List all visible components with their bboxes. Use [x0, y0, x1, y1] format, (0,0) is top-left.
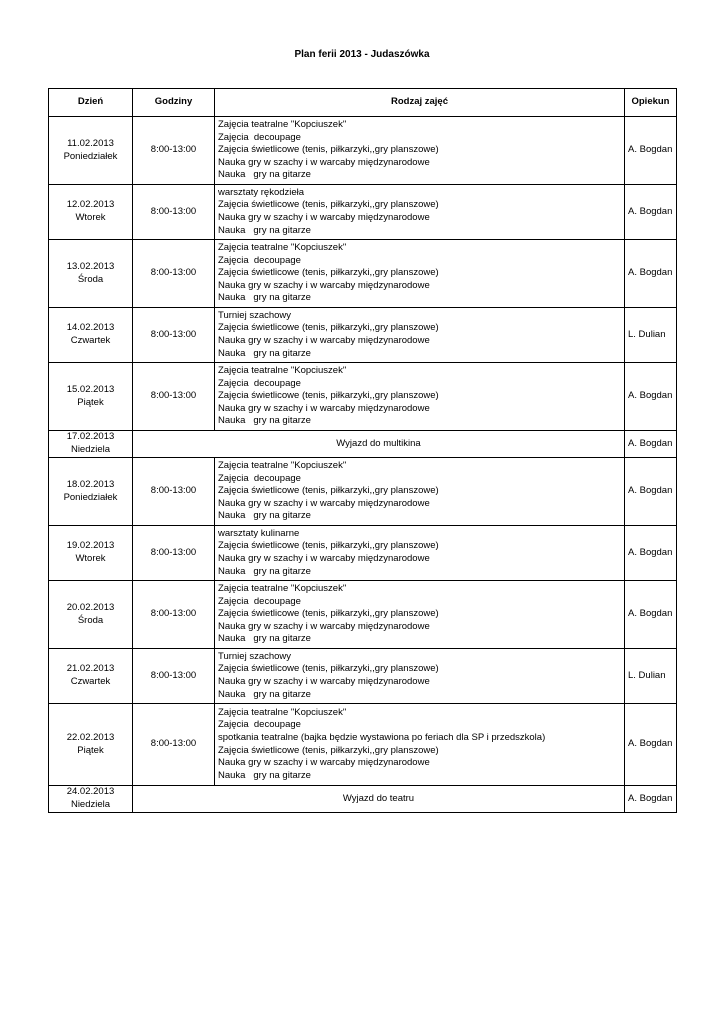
day-weekday: Czwartek — [70, 335, 111, 346]
day-date: 17.02.2013 — [66, 431, 115, 443]
trip-cell: Wyjazd do multikina — [133, 431, 625, 458]
day-weekday: Czwartek — [70, 676, 111, 687]
activities-cell — [215, 308, 625, 363]
day-date: 11.02.2013 — [67, 137, 114, 149]
caretaker-cell: A. Bogdan — [625, 185, 677, 240]
activity-item: Zajęcia decoupage — [218, 472, 301, 484]
day-weekday: Niedziela — [70, 444, 111, 455]
day-date: 14.02.2013 — [66, 322, 115, 334]
day-weekday: Wtorek — [75, 212, 106, 223]
activity-item: Nauka gry na gitarze — [218, 292, 311, 304]
day-date: 12.02.2013 — [66, 199, 115, 211]
hours-cell: 8:00-13:00 — [133, 308, 215, 363]
day-weekday: Poniedziałek — [63, 150, 118, 162]
activities-cell — [215, 581, 625, 649]
activity-item: Zajęcia teatralne "Kopciuszek" — [218, 119, 347, 131]
table-row — [49, 786, 677, 813]
header-activities: Rodzaj zajęć — [215, 89, 625, 117]
activity-item: Nauka gry na gitarze — [218, 347, 311, 359]
activity-item: Zajęcia świetlicowe (tenis, piłkarzyki,,gry planszowe) — [218, 144, 439, 156]
activity-item: Zajęcia teatralne "Kopciuszek" — [218, 460, 347, 472]
activity-item: Turniej szachowy — [218, 650, 292, 662]
activities-cell — [215, 240, 625, 308]
header-row — [49, 89, 677, 117]
day-weekday: Niedziela — [70, 799, 111, 810]
activity-item: Zajęcia teatralne "Kopciuszek" — [218, 583, 347, 595]
day-weekday: Wtorek — [75, 553, 106, 564]
hours-cell: 8:00-13:00 — [133, 704, 215, 786]
day-cell — [49, 308, 133, 363]
activity-item: Zajęcia decoupage — [218, 131, 301, 143]
day-cell — [49, 649, 133, 704]
activity-item: Nauka gry na gitarze — [218, 633, 311, 645]
header-caretaker: Opiekun — [625, 89, 677, 117]
activities-cell — [215, 458, 625, 526]
caretaker-cell: A. Bogdan — [625, 458, 677, 526]
day-date: 15.02.2013 — [66, 383, 115, 395]
activity-item: Nauka gry na gitarze — [218, 565, 311, 577]
caretaker-cell: L. Dulian — [625, 308, 677, 363]
table-row — [49, 117, 677, 185]
activities-cell — [215, 363, 625, 431]
schedule-table — [48, 88, 677, 813]
day-date: 21.02.2013 — [66, 663, 115, 675]
activity-item: Nauka gry na gitarze — [218, 510, 311, 522]
table-row — [49, 649, 677, 704]
activity-item: Nauka gry w szachy i w warcaby międzynarodowe — [218, 757, 430, 769]
activity-item: Nauka gry w szachy i w warcaby międzynarodowe — [218, 335, 430, 346]
table-row — [49, 363, 677, 431]
activity-item: Zajęcia świetlicowe (tenis, piłkarzyki,,gry planszowe) — [218, 485, 439, 497]
day-date: 20.02.2013 — [66, 601, 115, 613]
hours-cell: 8:00-13:00 — [133, 185, 215, 240]
activity-item: Zajęcia decoupage — [218, 254, 301, 266]
day-date: 18.02.2013 — [66, 478, 115, 490]
activity-item: warsztaty rękodzieła — [218, 186, 305, 198]
caretaker-cell: A. Bogdan — [625, 240, 677, 308]
activity-item: warsztaty kulinarne — [218, 527, 300, 539]
caretaker-cell: A. Bogdan — [625, 363, 677, 431]
hours-cell: 8:00-13:00 — [133, 117, 215, 185]
activity-item: Zajęcia świetlicowe (tenis, piłkarzyki,,gry planszowe) — [218, 608, 439, 620]
activity-item: spotkania teatralne (bajka będzie wystawiona po feriach dla SP i przedszkola) — [218, 731, 546, 743]
activity-item: Nauka gry na gitarze — [218, 769, 311, 781]
day-weekday: Piątek — [77, 744, 104, 756]
activity-item: Zajęcia świetlicowe (tenis, piłkarzyki,,gry planszowe) — [218, 322, 439, 334]
hours-cell: 8:00-13:00 — [133, 526, 215, 581]
caretaker-cell: A. Bogdan — [625, 431, 677, 458]
activity-item: Zajęcia decoupage — [218, 595, 301, 607]
day-cell — [49, 240, 133, 308]
day-cell — [49, 704, 133, 786]
day-weekday: Poniedziałek — [63, 491, 118, 503]
header-hours: Godziny — [133, 89, 215, 117]
activity-item: Nauka gry w szachy i w warcaby międzynarodowe — [218, 676, 430, 687]
day-cell — [49, 363, 133, 431]
table-row — [49, 526, 677, 581]
day-date: 19.02.2013 — [66, 540, 115, 552]
activity-item: Nauka gry w szachy i w warcaby międzynarodowe — [218, 279, 430, 291]
activity-item: Nauka gry w szachy i w warcaby międzynarodowe — [218, 402, 430, 414]
activity-item: Zajęcia decoupage — [218, 377, 301, 389]
table-row — [49, 704, 677, 786]
activity-item: Nauka gry w szachy i w warcaby międzynarodowe — [218, 497, 430, 509]
activity-item: Nauka gry w szachy i w warcaby międzynarodowe — [218, 553, 430, 564]
day-cell — [49, 117, 133, 185]
activity-item: Turniej szachowy — [218, 309, 292, 321]
activity-item: Nauka gry w szachy i w warcaby międzynarodowe — [218, 620, 430, 632]
table-row — [49, 185, 677, 240]
activity-item: Zajęcia teatralne "Kopciuszek" — [218, 706, 347, 718]
activities-cell — [215, 185, 625, 240]
table-row — [49, 240, 677, 308]
day-weekday: Piątek — [77, 396, 104, 408]
activities-cell — [215, 649, 625, 704]
activity-item: Nauka gry na gitarze — [218, 415, 311, 427]
caretaker-cell: L. Dulian — [625, 649, 677, 704]
table-row — [49, 458, 677, 526]
day-cell — [49, 185, 133, 240]
activities-cell — [215, 526, 625, 581]
day-cell — [49, 581, 133, 649]
activity-item: Nauka gry w szachy i w warcaby międzynarodowe — [218, 212, 430, 223]
activity-item: Zajęcia świetlicowe (tenis, piłkarzyki,,gry planszowe) — [218, 663, 439, 675]
activity-item: Nauka gry na gitarze — [218, 688, 311, 700]
day-cell — [49, 786, 133, 813]
table-row — [49, 308, 677, 363]
hours-cell: 8:00-13:00 — [133, 458, 215, 526]
trip-cell: Wyjazd do teatru — [133, 786, 625, 813]
header-day: Dzień — [49, 89, 133, 117]
activity-item: Zajęcia świetlicowe (tenis, piłkarzyki,,gry planszowe) — [218, 540, 439, 552]
hours-cell: 8:00-13:00 — [133, 363, 215, 431]
activities-cell — [215, 117, 625, 185]
activity-item: Zajęcia decoupage — [218, 719, 301, 731]
caretaker-cell: A. Bogdan — [625, 786, 677, 813]
hours-cell: 8:00-13:00 — [133, 581, 215, 649]
day-cell — [49, 458, 133, 526]
hours-cell: 8:00-13:00 — [133, 649, 215, 704]
activity-item: Zajęcia teatralne "Kopciuszek" — [218, 242, 347, 254]
hours-cell: 8:00-13:00 — [133, 240, 215, 308]
table-row — [49, 431, 677, 458]
activity-item: Zajęcia teatralne "Kopciuszek" — [218, 365, 347, 377]
table-row — [49, 581, 677, 649]
caretaker-cell: A. Bogdan — [625, 581, 677, 649]
schedule-body — [49, 117, 677, 813]
activities-cell — [215, 704, 625, 786]
activity-item: Zajęcia świetlicowe (tenis, piłkarzyki,,gry planszowe) — [218, 390, 439, 402]
activity-item: Zajęcia świetlicowe (tenis, piłkarzyki,,gry planszowe) — [218, 744, 439, 756]
day-cell — [49, 431, 133, 458]
caretaker-cell: A. Bogdan — [625, 704, 677, 786]
day-date: 24.02.2013 — [66, 786, 115, 798]
day-date: 13.02.2013 — [66, 260, 115, 272]
page-title: Plan ferii 2013 - Judaszówka — [294, 49, 430, 60]
day-cell — [49, 526, 133, 581]
activity-item: Nauka gry w szachy i w warcaby międzynarodowe — [218, 156, 430, 168]
activity-item: Zajęcia świetlicowe (tenis, piłkarzyki,,gry planszowe) — [218, 199, 439, 211]
activity-item: Zajęcia świetlicowe (tenis, piłkarzyki,,gry planszowe) — [218, 267, 439, 279]
day-weekday: Środa — [77, 614, 104, 626]
day-weekday: Środa — [77, 273, 104, 285]
activity-item: Nauka gry na gitarze — [218, 224, 311, 236]
activity-item: Nauka gry na gitarze — [218, 169, 311, 181]
caretaker-cell: A. Bogdan — [625, 117, 677, 185]
day-date: 22.02.2013 — [66, 731, 115, 743]
caretaker-cell: A. Bogdan — [625, 526, 677, 581]
